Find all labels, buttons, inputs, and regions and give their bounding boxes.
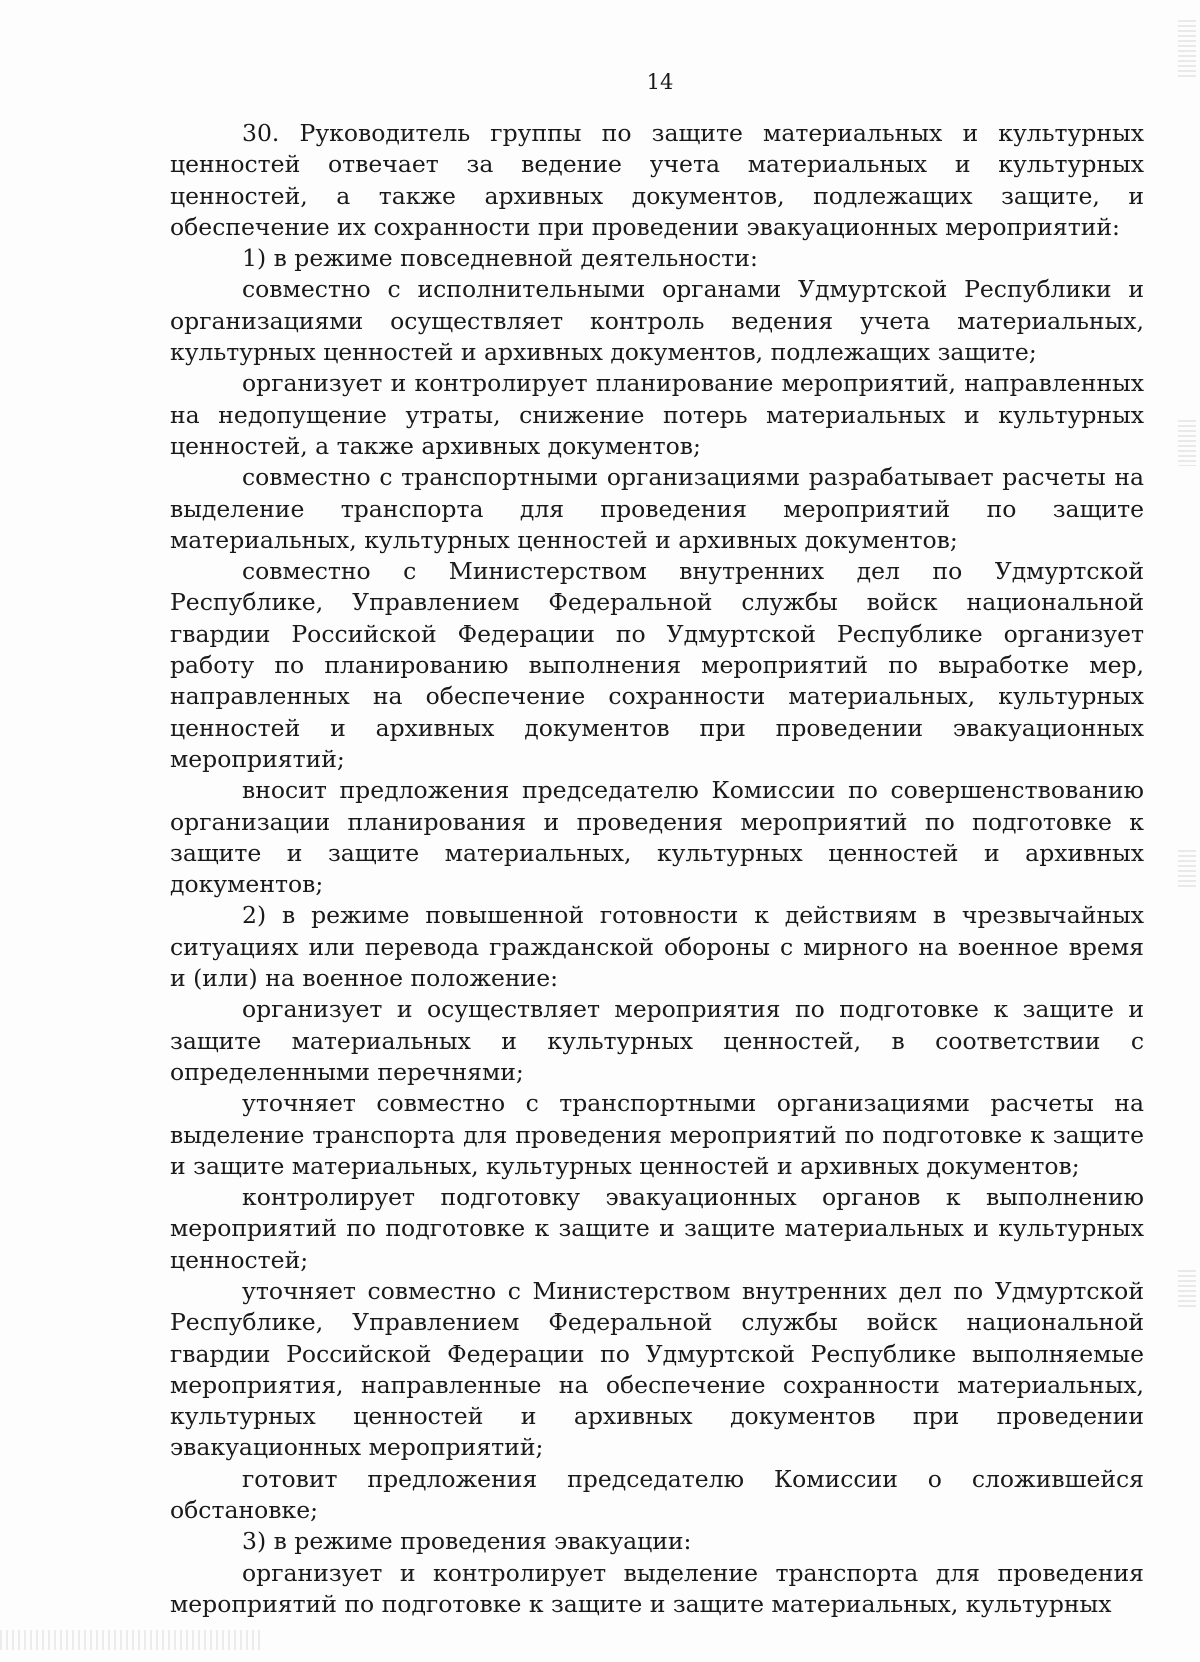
paragraph-item-30: 30. Руководитель группы по защите материальных и культурных ценностей отвечает за ведение учета материальных и культурных ценностей, а также архивных документов, подлежащих защите, и обеспечение их сохранности при проведении эвакуационных мероприятий: (170, 119, 1144, 241)
paragraph: уточняет совместно с Министерством внутренних дел по Удмуртской Республике, Управлением Федеральной службы войск национальной гвардии Российской Федерации по Удмуртской Республике выполняемые мероприятия, направленные на обеспечение сохранности материальных, культурных ценностей и архивных документов при проведении эвакуационных мероприятий; (170, 1276, 1144, 1462)
paragraph: совместно с Министерством внутренних дел по Удмуртской Республике, Управлением Федеральной службы войск национальной гвардии Российской Федерации по Удмуртской Республике организует работу по планированию выполнения мероприятий по выработке мер, направленных на обеспечение сохранности материальных, культурных ценностей и архивных документов при проведении эвакуационных мероприятий; (170, 557, 1144, 773)
scan-noise (1178, 420, 1196, 466)
scan-noise (0, 1630, 260, 1650)
paragraph: организует и контролирует планирование мероприятий, направленных на недопущение утраты, снижение потерь материальных и культурных ценностей, а также архивных документов; (170, 369, 1144, 460)
paragraph: совместно с исполнительными органами Удмуртской Республики и организациями осуществляет контроль ведения учета материальных, культурных ценностей и архивных документов, подлежащих защите; (170, 275, 1144, 367)
paragraph: вносит предложения председателю Комиссии по совершенствованию организации планирования и проведения мероприятий по подготовке к защите и защите материальных, культурных ценностей и архивных документов; (170, 776, 1144, 899)
paragraph: уточняет совместно с транспортными организациями расчеты на выделение транспорта для проведения мероприятий по подготовке к защите и защите материальных, культурных ценностей и архивных документов; (170, 1089, 1144, 1180)
paragraph: организует и осуществляет мероприятия по подготовке к защите и защите материальных и культурных ценностей, в соответствии с определенными перечнями; (170, 995, 1144, 1086)
subitem-3-heading: 3) в режиме проведения эвакуации: (242, 1527, 692, 1556)
paragraph: контролирует подготовку эвакуационных органов к выполнению мероприятий по подготовке к защите и защите материальных и культурных ценностей; (170, 1183, 1144, 1274)
scan-noise (1178, 850, 1196, 890)
page-number: 14 (646, 70, 674, 94)
paragraph: совместно с транспортными организациями разрабатывает расчеты на выделение транспорта для проведения мероприятий по защите материальных, культурных ценностей и архивных документов; (170, 463, 1144, 554)
subitem-2-heading: 2) в режиме повышенной готовности к действиям в чрезвычайных ситуациях или перевода гражданской обороны с мирного на военное время и (или) на военное положение: (170, 901, 1144, 993)
subitem-1-heading: 1) в режиме повседневной деятельности: (242, 244, 758, 273)
scan-noise (1178, 1270, 1196, 1310)
paragraph: организует и контролирует выделение транспорта для проведения мероприятий по подготовке к защите и защите материальных, культурных (170, 1558, 1144, 1618)
document-body (170, 118, 1144, 1620)
paragraph: готовит предложения председателю Комиссии о сложившейся обстановке; (170, 1464, 1144, 1525)
